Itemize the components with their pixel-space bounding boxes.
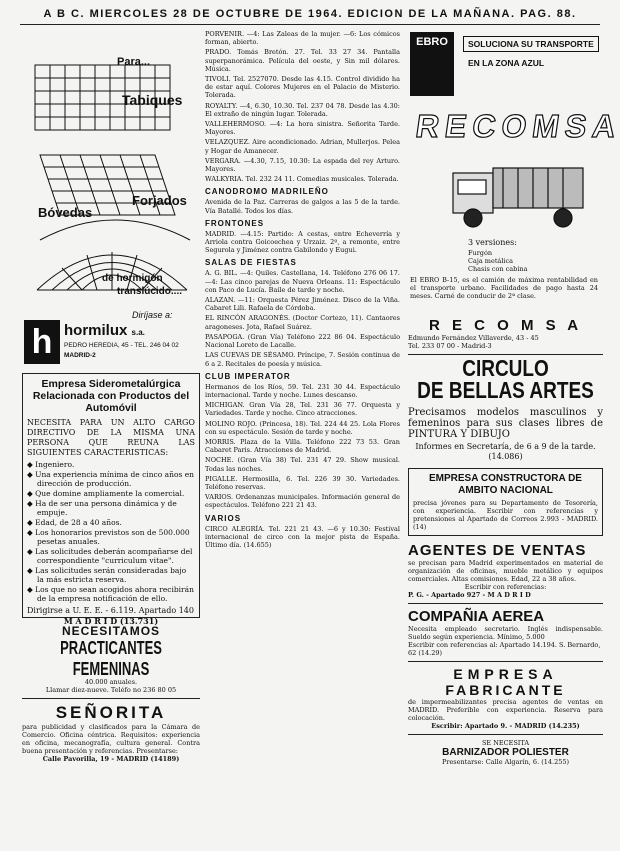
hormilux-h-mark: h [24, 320, 60, 364]
listing-entry: VERGARA. —4.30, 7.15, 10.30: La espada del rey Arturo. Mayores. [205, 156, 400, 174]
listing-entry: Avenida de la Paz. Carreras de galgos a las 5 de la tarde. Vía Batallé. Todos los días. [205, 198, 400, 215]
barnizador-small: SE NECESITA [481, 739, 530, 747]
fabricante-body: de impermeabilizantes precisa agentes de ventas en MADRID. Preferible con experiencia. Reserva para colocación. [408, 698, 603, 722]
agentes-body: se precisan para Madrid experimentados en material de organización de oficinas, mueble metálico y equipos comerciales. Altas comisiones. Edad, 22 a 38 años. [408, 559, 603, 583]
fabricante-line1: EMPRESA [453, 666, 558, 682]
agentes-contact: P. G. - Apartado 927 - M A D R I D [408, 591, 531, 599]
listing-entry: CIRCO ALEGRÍA. Tel. 221 21 43. —6 y 10.30: Festival internacional de circo con la mejor pista de España. Último día. (14.655) [205, 524, 400, 549]
brand-name: hormilux [64, 322, 128, 339]
listing-entry: PASAPOGA. (Gran Vía) Teléfono 222 86 04. Espectáculo Nacional Loreto de Lacalle. [205, 332, 400, 350]
practicantes-title: PRACTICANTES FEMENINAS [60, 637, 162, 679]
ad-sidero-bullet: ◆ Las solicitudes deberán acompañarse del correspondiente "curriculum vitae". [27, 547, 193, 565]
section-salas: SALAS DE FIESTAS [205, 258, 297, 268]
ad-ebro [408, 30, 624, 315]
ebro-logo: EBRO [410, 32, 454, 96]
listing-entry: MICHIGAN. Gran Vía 28, Tel. 231 36 77. Orquesta y Variedades. Tarde y noche. Cinco atracciones. [205, 401, 400, 418]
ad-barnizador [408, 739, 603, 766]
ad-sidero-city: M A D R I D (13.731) [63, 616, 159, 626]
aerea-body: Necesita empleado secretario. Inglés indispensable. Sueldo según experiencia. Mínimo, 5.000 [408, 625, 603, 641]
ad-fabricante [408, 666, 603, 730]
agentes-contact-label: Escribir con referencias: [464, 583, 547, 591]
ebro-slogan: SOLUCIONA SU TRANSPORTE [463, 36, 599, 52]
column-right [408, 30, 624, 841]
divider [22, 698, 200, 699]
listing-entry: WALKYRIA. Tel. 232 24 11. Comedias musicales. Tolerada. [205, 175, 399, 184]
ad-practicantes [22, 624, 200, 694]
senorita-title: SEÑORITA [55, 703, 167, 722]
listing-entry: Hermanos de los Ríos, 59. Tel. 231 30 44. Espectáculo internacional. Tarde y noche. Lunes descanso. [205, 382, 400, 399]
ad-sidero-bullet: ◆ Edad, de 28 a 40 años. [27, 518, 122, 527]
listing-entry: TIVOLI. Tel. 2527070. Desde las 4.15. Control dividido ha de estar aquí. Colores Mujeres en el Palacio de Misterio. Tolerada. [205, 75, 400, 100]
fabricante-contact: Escribir: Apartado 9. - MADRID (14.235) [431, 722, 580, 730]
ad-sidero-bullet: ◆ Que domine ampliamente la comercial. [27, 489, 185, 498]
aerea-title: COMPAÑIA AEREA [408, 608, 545, 625]
page-header: A B C. MIERCOLES 28 DE OCTUBRE DE 1964. EDICION DE LA MAÑANA. PAG. 88. [43, 8, 577, 20]
barnizador-title: BARNIZADOR POLIESTER [442, 747, 569, 758]
ebro-versions-title: 3 versiones: [468, 238, 517, 247]
circulo-body: Precisamos modelos masculinos y femeninos para sus clases libres de PINTURA Y DIBUJO [408, 407, 603, 440]
ad-hormigon-text: de hormigón [102, 273, 163, 284]
divider [408, 603, 603, 604]
ad-aerea [408, 608, 603, 657]
listing-entry: ROYALTY. —4, 6.30, 10.30. Tel. 237 04 78. Desde las 4.30: El extraño de ningún lugar. Tolerada. [205, 101, 400, 118]
ad-forjados-text: Forjados [132, 193, 187, 208]
column-left [22, 30, 200, 841]
ad-sidero-bullet: ◆ Una experiencia mínima de cinco años en dirección de producción. [27, 470, 194, 488]
ad-bovedas-text: Bóvedas [38, 205, 93, 220]
brand-city: MADRID-2 [64, 352, 96, 359]
ad-sidero-title: Empresa Siderometalúrgica Relacionada con Productos del Automóvil [32, 378, 190, 414]
recomsa-dealer [408, 317, 603, 350]
divider [408, 661, 603, 662]
listing-entry: PIGALLE. Hermosilla, 6. Tel. 226 39 30. Variedades. Teléfono reservas. [205, 474, 400, 491]
brand-address: PEDRO HEREDIA, 45 - TEL. 246 04 02 [64, 342, 179, 349]
section-canodromo: CANODROMO MADRILEÑO [205, 187, 329, 197]
listing-entry: NOCHE. (Gran Vía 38) Tel. 231 47 29. Show musical. Todas las noches. [205, 456, 400, 473]
dealer-name: R E C O M S A [428, 317, 583, 334]
divider [408, 734, 603, 735]
ad-constructora [408, 468, 603, 536]
practicantes-necesitamos: NECESITAMOS [61, 624, 161, 638]
listing-entry: VALLEHERMOSO. —4: La hora sinistra. Señorita Tarde. Mayores. [205, 120, 400, 137]
barnizador-contact: Presentarse: Calle Algarín, 6. (14.255) [441, 758, 570, 766]
listing-entry: PRADO. Tomás Bretón. 27. Tel. 33 27 34. Pantalla superpanorámica. Película del oeste, y Sin mil dólares. Música. [205, 48, 400, 73]
constructora-body: precisa jóvenes para su Departamento de Tesorería, con experiencia. Escribir con referencias y pretensiones al Apartado de Correos 2.993 - MADRID. (14) [413, 499, 598, 531]
ad-para-text: Para... [117, 56, 151, 68]
ebro-version: Furgón [468, 249, 493, 257]
ebro-footer: El EBRO B-15, es el camión de máxima rentabilidad en el transporte urbano. Facilidades de pago hasta 24 meses. Carné de conducir de 2ª clase. [410, 276, 598, 300]
constructora-title: EMPRESA CONSTRUCTORA DE AMBITO NACIONAL [429, 473, 582, 496]
listing-entry: A. G. BIL. —4: Quiles. Castellana, 14. Teléfono 276 06 17. —4: Las cinco parejas de Nueva Orleans. 11: Espectáculo con Paco de Lucía. Baile de tarde y noche. [205, 269, 400, 294]
listing-entry: LAS CUEVAS DE SÉSAMO. Príncipe, 7. Sesión continua de 6 a 2. Recitales de poesía y música. [205, 351, 400, 368]
truck-illustration [448, 148, 593, 238]
agentes-title: AGENTES DE VENTAS [408, 542, 587, 559]
practicantes-salary: 40.000 anuales. [84, 678, 138, 686]
hormilux-logo [24, 320, 194, 368]
ad-dirijase-text: Diríjase a: [132, 310, 173, 320]
ad-sidero-bullet: ◆ Los honorarios previstos son de 500.000 pesetas anuales. [27, 528, 190, 546]
ad-senorita [22, 703, 200, 763]
brand-suffix: s.a. [131, 328, 145, 337]
ad-sidero-bullet: ◆ Ingeniero. [27, 460, 75, 469]
dealer-phone: Tel. 233 07 00 - Madrid-3 [408, 342, 492, 350]
listing-entry: PORVENIR. —4: Las Zaleas de la mujer. —6: Los cómicos forman, abierto. [205, 30, 400, 47]
listing-entry: ALAZAN. —11: Orquesta Pérez Jiménez. Disco de la Viña. Cabaret Lili. Rafaela de Córdoba. [205, 296, 400, 313]
circulo-line2: DE BELLAS ARTES [417, 378, 594, 404]
header-rule [20, 24, 600, 25]
ad-sidero-bullet: ◆ Las solicitudes serán consideradas bajo la más estricta reserva. [27, 566, 187, 584]
divider [408, 354, 603, 355]
ad-sidero-bullet: ◆ Ha de ser una persona dinámica y de empuje. [27, 499, 177, 517]
ad-tabiques-text: Tabiques [122, 92, 183, 108]
section-varios: VARIOS [205, 513, 242, 523]
listing-entry: MADRID. —4.15: Partido: A cestas, entre Echeverría y Arriola contra Goicoechea y Urzaiz. 2º, a remonte, entre Segurola y Jiménez contra Gabilondo y Eugui. [205, 229, 400, 255]
ad-sidero-bullet: ◆ Los que no sean acogidos ahora recibirán de la empresa notificación de ello. [27, 585, 194, 603]
listing-entry: VELAZQUEZ. Aire acondicionado. Adrian, Mullerjos. Pelea y Hogar de Amanecer. [205, 138, 400, 155]
ebro-version: Caja metálica [468, 257, 513, 265]
circulo-line1: CIRCULO [462, 356, 549, 382]
listing-entry: EL RINCÓN ARAGONÉS. (Doctor Cortezo, 11). Cantaores aragoneses. Jota, Rafael Suárez. [205, 314, 400, 331]
ad-sidero-intro: NECESITA PARA UN ALTO CARGO DIRECTIVO DE LA MISMA UNA PERSONA QUE REUNA LAS SIGUIENTES CARACTERISTICAS: [27, 418, 195, 457]
circulo-info: Informes en Secretaría, de 6 a 9 de la tarde. (14.086) [415, 442, 596, 461]
column-middle-listings [205, 30, 400, 841]
ad-siderometalurgica [22, 373, 200, 626]
ebro-model: RECOMSA [413, 108, 624, 144]
listing-entry: VARIOS. Ordenanzas municipales. Información general de espectáculos. Teléfono 221 21 43. [205, 493, 400, 510]
ebro-zone: EN LA ZONA AZUL [468, 58, 545, 68]
section-frontones: FRONTONES [205, 218, 265, 228]
ad-translucido-text: translúcido.... [117, 286, 183, 297]
ad-circulo [408, 356, 603, 462]
ad-sidero-contact: Dirigirse a U. E. E. - 6.119. Apartado 140 [27, 606, 194, 615]
fabricante-line2: FABRICANTE [445, 682, 566, 698]
practicantes-contact: Llamar diez-nueve. Teléfo no 236 80 05 [45, 686, 177, 694]
ad-forjados [22, 30, 200, 365]
section-club: CLUB IMPERATOR [205, 371, 291, 381]
listing-entry: MORRIS. Plaza de la Villa. Teléfono 222 73 53. Gran Cabaret Paris. Atracciones de Madrid. [205, 437, 400, 455]
senorita-address: Calle Pavorilla, 19 - MADRID (14189) [42, 755, 180, 763]
aerea-contact: Escribir con referencias al: Apartado 14.194. S. Bernardo, 62 (14.29) [408, 641, 601, 657]
dealer-address: Edmundo Fernández Villaverde, 43 - 45 [408, 334, 539, 342]
senorita-body: para publicidad y clasificados para la Cámara de Comercio. Oficina céntrica. Requisitos: experiencia en oficina, mecanografía, cultura general. Contra buena presentación y referencias. Presentarse: [22, 723, 200, 755]
ebro-version: Chasis con cabina [468, 265, 528, 273]
listing-entry: MOLINO ROJO. (Princesa, 18). Tel. 224 44 25. Lola Flores con su espectáculo. Sesión de tarde y noche. [205, 419, 400, 436]
ad-agentes [408, 542, 603, 599]
